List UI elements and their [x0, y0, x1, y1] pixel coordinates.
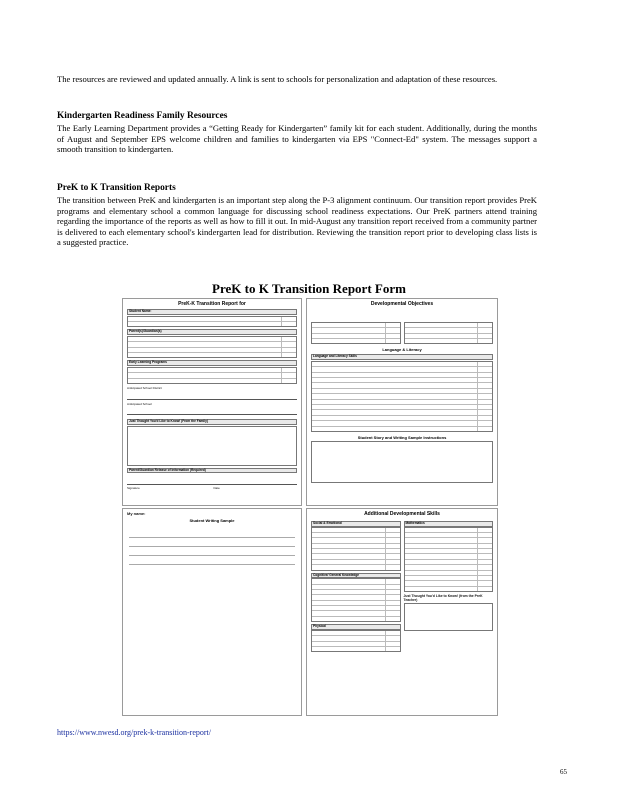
form-page-2-language-title: Language & Literacy — [382, 347, 422, 353]
form-page-thumbnail-2 — [306, 298, 498, 506]
form-page-1-student-name: Student Name: — [127, 309, 297, 315]
form-page-3-sample-title: Student Writing Sample — [189, 517, 235, 523]
form-page-thumbnail-3 — [122, 508, 302, 716]
form-page-3-writing-lines — [129, 529, 295, 565]
form-page-2-story-box — [311, 441, 493, 483]
form-page-4-note-box — [404, 603, 494, 631]
form-page-4-math: Mathematics — [404, 521, 494, 527]
form-page-3-my-name: My name: — [127, 511, 146, 516]
form-page-1-title: PreK-K Transition Report for — [178, 301, 246, 307]
form-page-1-release-line — [127, 479, 297, 485]
form-page-1-district-line — [127, 394, 297, 400]
form-page-1-parent-grid — [127, 336, 297, 359]
section-body-transition-reports: The transition between PreK and kindergarten is an important step along the P-3 alignment continuum. Our transition report provides PreK programs and elementary school a common language for discussing school readiness expectations. Our PreK partners attend training regarding the importance of the reports as well as how to fill it out. In mid-August any transition report received from a community partner is delivered to each elementary school's kindergarten lead for distribution. Reviewing the transition report prior to developing class lists is a suggested practice. — [57, 195, 537, 248]
form-page-2-language-grid — [311, 361, 493, 432]
form-page-1-school: Anticipated School — [127, 401, 152, 406]
form-page-4-cognitive: Cognitive/ General Knowledge — [311, 573, 401, 579]
form-page-2-language-col: Language and Literacy Skills — [311, 354, 493, 360]
form-page-4-family-note: Just Thought You'd Like to Know! (from the PreK Teacher) — [403, 594, 483, 602]
form-page-2-story-title: Student Story and Writing Sample Instructions — [357, 434, 447, 440]
form-page-thumbnail-4 — [306, 508, 498, 716]
form-page-thumbnail-1 — [122, 298, 302, 506]
footer-url-link[interactable]: https://www.nwesd.org/prek-k-transition-report/ — [57, 728, 211, 737]
form-page-2-title: Developmental Objectives — [370, 301, 434, 307]
form-page-1-student-grid — [127, 316, 297, 328]
form-page-1-family-box — [127, 426, 297, 466]
form-page-1-family-note: Just Thought You'd Like to Know! (From the Family) — [127, 419, 297, 425]
page-number: 65 — [560, 768, 567, 776]
form-page-1-release-title: Parent/Guardian Release of Information (Required) — [127, 468, 297, 474]
form-page-1-program-grid — [127, 367, 297, 384]
form-title: PreK to K Transition Report Form — [212, 281, 406, 296]
form-page-1-district: Anticipated School District — [127, 386, 162, 391]
form-page-4-social: Social & Emotional — [311, 521, 401, 527]
form-page-1-school-line — [127, 409, 297, 415]
section-heading-kindergarten-readiness: Kindergarten Readiness Family Resources — [57, 111, 228, 121]
form-page-1-date-label: Date — [213, 486, 220, 491]
intro-paragraph: The resources are reviewed and updated annually. A link is sent to schools for personalization and adaptation of these resources. — [57, 74, 498, 84]
form-page-4-title: Additional Developmental Skills — [364, 511, 440, 517]
form-page-1-parent-section: Parent(s)/Guardian(s) — [127, 329, 297, 335]
form-page-1-signature-label: Signature — [127, 486, 140, 491]
section-body-kindergarten-readiness: The Early Learning Department provides a “Getting Ready for Kindergarten” family kit for each student. Additionally, during the months of August and September EPS welcome children and families to kindergarten via EPS "Connect-Ed" system. The messages support a smooth transition to kindergarten. — [57, 123, 537, 155]
form-page-1-early-learning: Early Learning Programs — [127, 360, 297, 366]
form-page-4-physical: Physical — [311, 624, 401, 630]
section-heading-transition-reports: PreK to K Transition Reports — [57, 183, 176, 193]
